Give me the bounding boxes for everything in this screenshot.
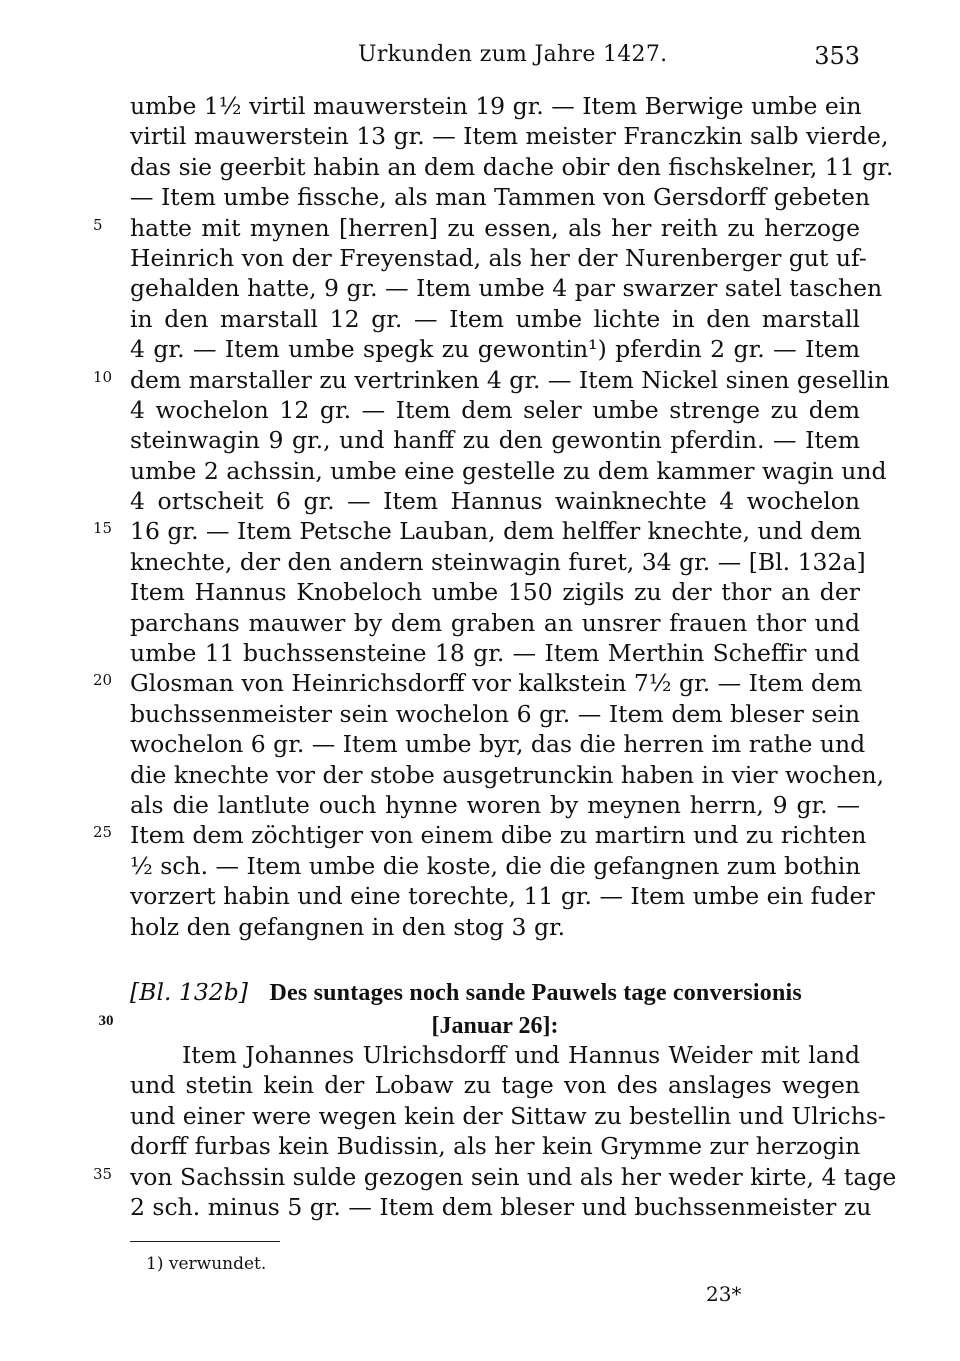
line-number: 30 (98, 1013, 114, 1029)
line-text: als die lantlute ouch hynne woren by meynen herrn, 9 gr. — (130, 790, 860, 819)
line-text: vorzert habin und eine torechte, 11 gr. — Item umbe ein fuder (130, 882, 875, 911)
line-text: und einer were wegen kein der Sittaw zu bestellin und Ulrichs- (130, 1101, 886, 1130)
text-line (93, 365, 890, 395)
text-line (130, 881, 875, 911)
text-line (130, 1101, 886, 1131)
line-text: Item Hannus Knobeloch umbe 150 zigils zu der thor an der (130, 578, 860, 607)
folio-marker: [Bl. 132b] (130, 978, 248, 1006)
section-heading (98, 975, 860, 1043)
line-text: gehalden hatte, 9 gr. — Item umbe 4 par swarzer satel taschen (130, 274, 883, 303)
line-text: die knechte vor der stobe ausgetrunckin haben in vier wochen, (130, 760, 885, 789)
line-text: von Sachssin sulde gezogen sein und als her weder kirte, 4 tage (130, 1162, 897, 1191)
line-text: holz den gefangnen in den stog 3 gr. (130, 912, 566, 941)
line-number: 25 (93, 823, 113, 842)
line-text: steinwagin 9 gr., und hanff zu den gewontin pferdin. — Item (130, 426, 860, 455)
text-line (130, 729, 866, 759)
line-text: knechte, der den andern steinwagin furet, 34 gr. — [Bl. 132a] (130, 547, 866, 576)
line-text: und stetin kein der Lobaw zu tage von des anslages wegen (130, 1071, 860, 1100)
text-line (130, 547, 866, 577)
text-line (130, 334, 860, 364)
line-text: umbe 11 buchssensteine 18 gr. — Item Merthin Scheffir und (130, 639, 860, 668)
text-line (130, 699, 860, 729)
line-number: 15 (93, 519, 113, 538)
text-line (130, 243, 867, 273)
text-line (130, 790, 860, 820)
line-text: Item dem zöchtiger von einem dibe zu martirn und zu richten (130, 821, 867, 850)
footnote-rule (130, 1241, 280, 1242)
running-header (130, 38, 860, 72)
section-title-line-2: [Januar 26]: (431, 1013, 559, 1039)
text-line (93, 820, 867, 850)
line-text: 2 sch. minus 5 gr. — Item dem bleser und buchssenmeister zu (130, 1192, 872, 1221)
text-line (130, 121, 889, 151)
text-line (130, 577, 860, 607)
text-line (130, 760, 885, 790)
line-number: 10 (93, 367, 113, 386)
line-text: 4 wochelon 12 gr. — Item dem seler umbe strenge zu dem (130, 395, 860, 424)
line-text: dem marstaller zu vertrinken 4 gr. — Item Nickel sinen gesellin (130, 365, 890, 394)
line-text: das sie geerbit habin an dem dache obir den fischskelner, 11 gr. (130, 152, 894, 181)
text-line (130, 182, 871, 212)
running-title: Urkunden zum Jahre 1427. (358, 42, 668, 67)
text-line (130, 456, 887, 486)
line-text: parchans mauwer by dem graben an unsrer frauen thor und (130, 608, 860, 637)
footnote-marker: 1) (146, 1254, 164, 1274)
text-line (130, 608, 860, 638)
line-number: 20 (93, 671, 113, 690)
text-line (130, 851, 860, 881)
text-line (93, 668, 863, 698)
text-line (130, 1070, 860, 1100)
text-line (93, 1162, 897, 1192)
text-line (130, 1040, 860, 1070)
text-line (130, 638, 860, 668)
text-line (130, 91, 860, 121)
signature-mark: 23* (706, 1282, 742, 1306)
line-text: Glosman von Heinrichsdorff vor kalkstein 7½ gr. — Item dem (130, 669, 863, 698)
footnote-text: verwundet. (168, 1254, 267, 1274)
line-text: 4 gr. — Item umbe spegk zu gewontin¹) pferdin 2 gr. — Item (130, 335, 860, 364)
line-text: ½ sch. — Item umbe die koste, die die gefangnen zum bothin (130, 851, 861, 880)
text-line (130, 425, 860, 455)
line-text: — Item umbe fissche, als man Tammen von Gersdorff gebeten (130, 183, 871, 212)
text-line (93, 516, 862, 546)
line-text: 4 ortscheit 6 gr. — Item Hannus wainknechte 4 wochelon (130, 487, 860, 516)
text-line (130, 486, 860, 516)
line-text: wochelon 6 gr. — Item umbe byr, das die herren im rathe und (130, 730, 866, 759)
line-text: in den marstall 12 gr. — Item umbe lichte in den marstall (130, 304, 860, 333)
text-line (130, 1192, 872, 1222)
text-line (130, 1131, 860, 1161)
text-line (130, 912, 860, 942)
section-title-line-1: Des suntages noch sande Pauwels tage conversionis (269, 980, 802, 1006)
main-text-block (93, 91, 894, 942)
line-number: 5 (93, 215, 103, 234)
line-text: umbe 2 achssin, umbe eine gestelle zu dem kammer wagin und (130, 456, 887, 485)
line-text: virtil mauwerstein 13 gr. — Item meister Franczkin salb vierde, (130, 122, 889, 151)
text-line (130, 273, 883, 303)
section-text-block (93, 1040, 897, 1222)
text-line (130, 304, 860, 334)
line-text: hatte mit mynen [herren] zu essen, als her reith zu herzoge (130, 213, 860, 242)
line-text: 16 gr. — Item Petsche Lauban, dem helffer knechte, und dem (130, 517, 862, 546)
line-text: Heinrich von der Freyenstad, als her der Nurenberger gut uf- (130, 243, 867, 272)
footnote (146, 1254, 266, 1274)
line-text: Item Johannes Ulrichsdorff und Hannus Weider mit land (182, 1041, 860, 1069)
text-line (93, 213, 860, 243)
line-number: 35 (93, 1164, 113, 1183)
text-line (130, 152, 894, 182)
line-text: dorff furbas kein Budissin, als her kein Grymme zur herzogin (130, 1132, 861, 1161)
line-text: umbe 1½ virtil mauwerstein 19 gr. — Item Berwige umbe ein (130, 92, 862, 120)
text-line (130, 395, 860, 425)
line-text: buchssenmeister sein wochelon 6 gr. — Item dem bleser sein (130, 699, 860, 728)
page-number: 353 (814, 42, 860, 70)
